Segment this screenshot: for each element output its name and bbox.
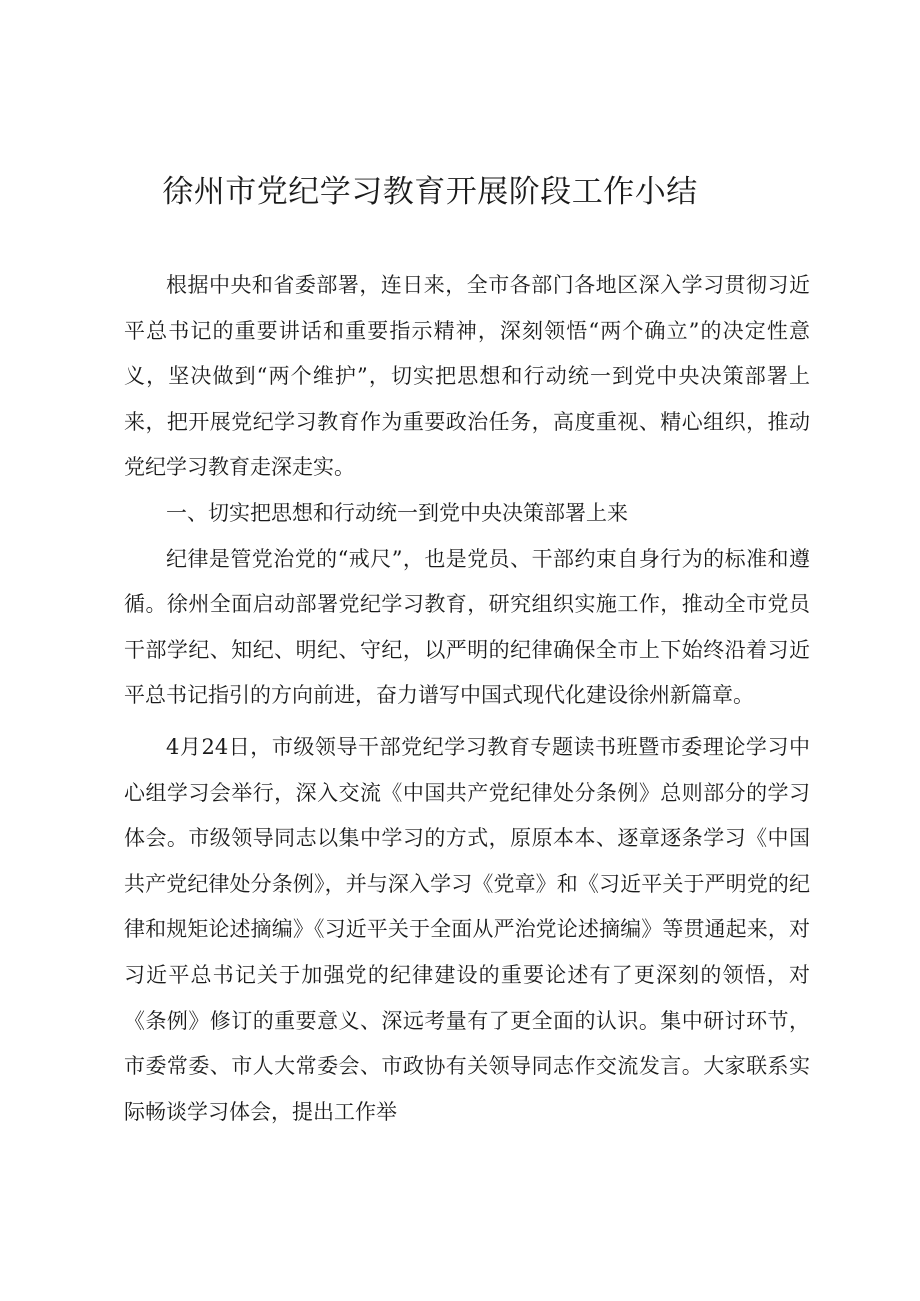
paragraph-intro: 根据中央和省委部署，连日来，全市各部门各地区深入学习贯彻习近平总书记的重要讲话和重要指示精神，深刻领悟“两个确立”的决定性意义，坚决做到“两个维护”，切实把思想和行动统一到党中央决策部署上来，把开展党纪学习教育作为重要政治任务，高度重视、精心组织，推动党纪学习教育走深走实。: [124, 273, 810, 480]
paragraph-2: 纪律是管党治党的“戒尺”，也是党员、干部约束自身行为的标准和遵循。徐州全面启动部署党纪学习教育，研究组织实施工作，推动全市党员干部学纪、知纪、明纪、守纪，以严明的纪律确保全市上下始终沿着习近平总书记指引的方向前进，奋力谱写中国式现代化建设徐州新篇章。: [124, 546, 810, 708]
paragraph-3: 4月24日，市级领导干部党纪学习教育专题读书班暨市委理论学习中心组学习会举行，深入交流《中国共产党纪律处分条例》总则部分的学习体会。市级领导同志以集中学习的方式，原原本本、逐章逐条学习《中国共产党纪律处分条例》，并与深入学习《党章》和《习近平关于严明党的纪律和规矩论述摘编》《习近平关于全面从严治党论述摘编》等贯通起来，对习近平总书记关于加强党的纪律建设的重要论述有了更深刻的领悟，对《条例》修订的重要意义、深远考量有了更全面的认识。集中研讨环节，市委常委、市人大常委会、市政协有关领导同志作交流发言。大家联系实际畅谈学习体会，提出工作举: [124, 734, 810, 1124]
section-heading-1: 一、切实把思想和行动统一到党中央决策部署上来: [166, 500, 628, 525]
document-title: 徐州市党纪学习教育开展阶段工作小结: [162, 174, 698, 210]
document-body: [124, 263, 810, 1135]
